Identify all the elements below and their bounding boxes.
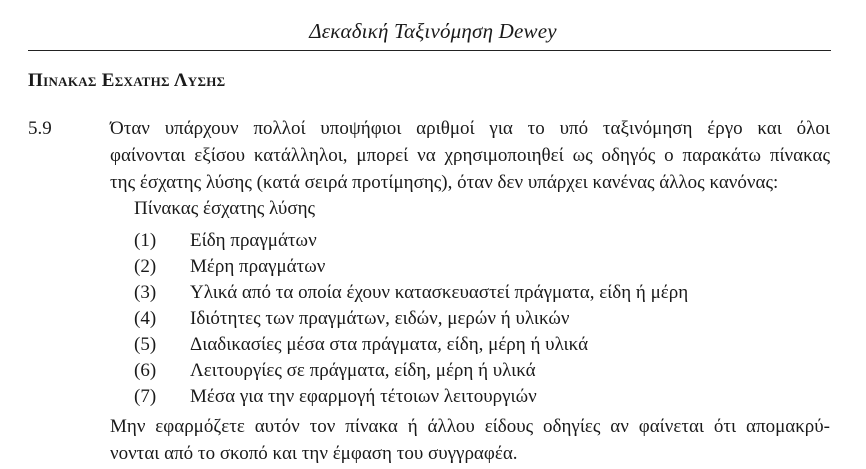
list-item [134,332,688,358]
list-item [134,358,688,384]
table-title: Πίνακας έσχατης λύσης [134,198,316,219]
note-line: νονται από το σκοπό και την έμφαση του συγγραφέα. [110,443,518,464]
paragraph-line: Όταν υπάρχουν πολλοί υποψήφιοι αριθμοί για το υπό ταξινόμηση έργο και όλοι [110,118,830,139]
header-rule [28,50,831,51]
list-item [134,384,688,410]
list-item-text: Διαδικασίες μέσα στα πράγματα, είδη, μέρη ή υλικά [190,334,589,355]
list-item-number: (1) [134,230,157,251]
note-line: Μην εφαρμόζετε αυτόν τον πίνακα ή άλλου είδους οδηγίες αν φαίνεται ότι απομακρύ- [110,416,830,437]
running-head: Δεκαδική Ταξινόμηση Dewey [309,19,557,43]
list-item [134,228,688,254]
list-item-number: (7) [134,386,157,407]
list-item-text: Ιδιότητες των πραγμάτων, ειδών, μερών ή υλικών [190,308,570,329]
paragraph-text [110,115,830,196]
closing-note [110,413,830,467]
list-item [134,280,688,306]
list-item-text: Είδη πραγμάτων [190,230,317,251]
list-item [134,254,688,280]
list-item-number: (4) [134,308,157,329]
list-item-text: Υλικά από τα οποία έχουν κατασκευαστεί πράγματα, είδη ή μέρη [190,282,689,303]
paragraph-line: φαίνονται εξίσου κατάλληλοι, μπορεί να χρησιμοποιηθεί ως οδηγός ο παρακάτω πίνακας [110,145,830,166]
list-item-text: Λειτουργίες σε πράγματα, είδη, μέρη ή υλικά [190,360,536,381]
list-item-text: Μέσα για την εφαρμογή τέτοιων λειτουργιών [190,386,537,407]
paragraph-number: 5.9 [28,118,52,139]
list-item-number: (3) [134,282,157,303]
resort-list [134,228,688,410]
list-item-number: (6) [134,360,157,381]
section-title: Πινακας Εσχατης Λυσης [28,70,226,91]
list-item [134,306,688,332]
list-item-number: (2) [134,256,157,277]
list-item-number: (5) [134,334,157,355]
paragraph-line: της έσχατης λύσης (κατά σειρά προτίμησης), όταν δεν υπάρχει κανένας άλλος κανόνας: [110,172,779,193]
list-item-text: Μέρη πραγμάτων [190,256,326,277]
